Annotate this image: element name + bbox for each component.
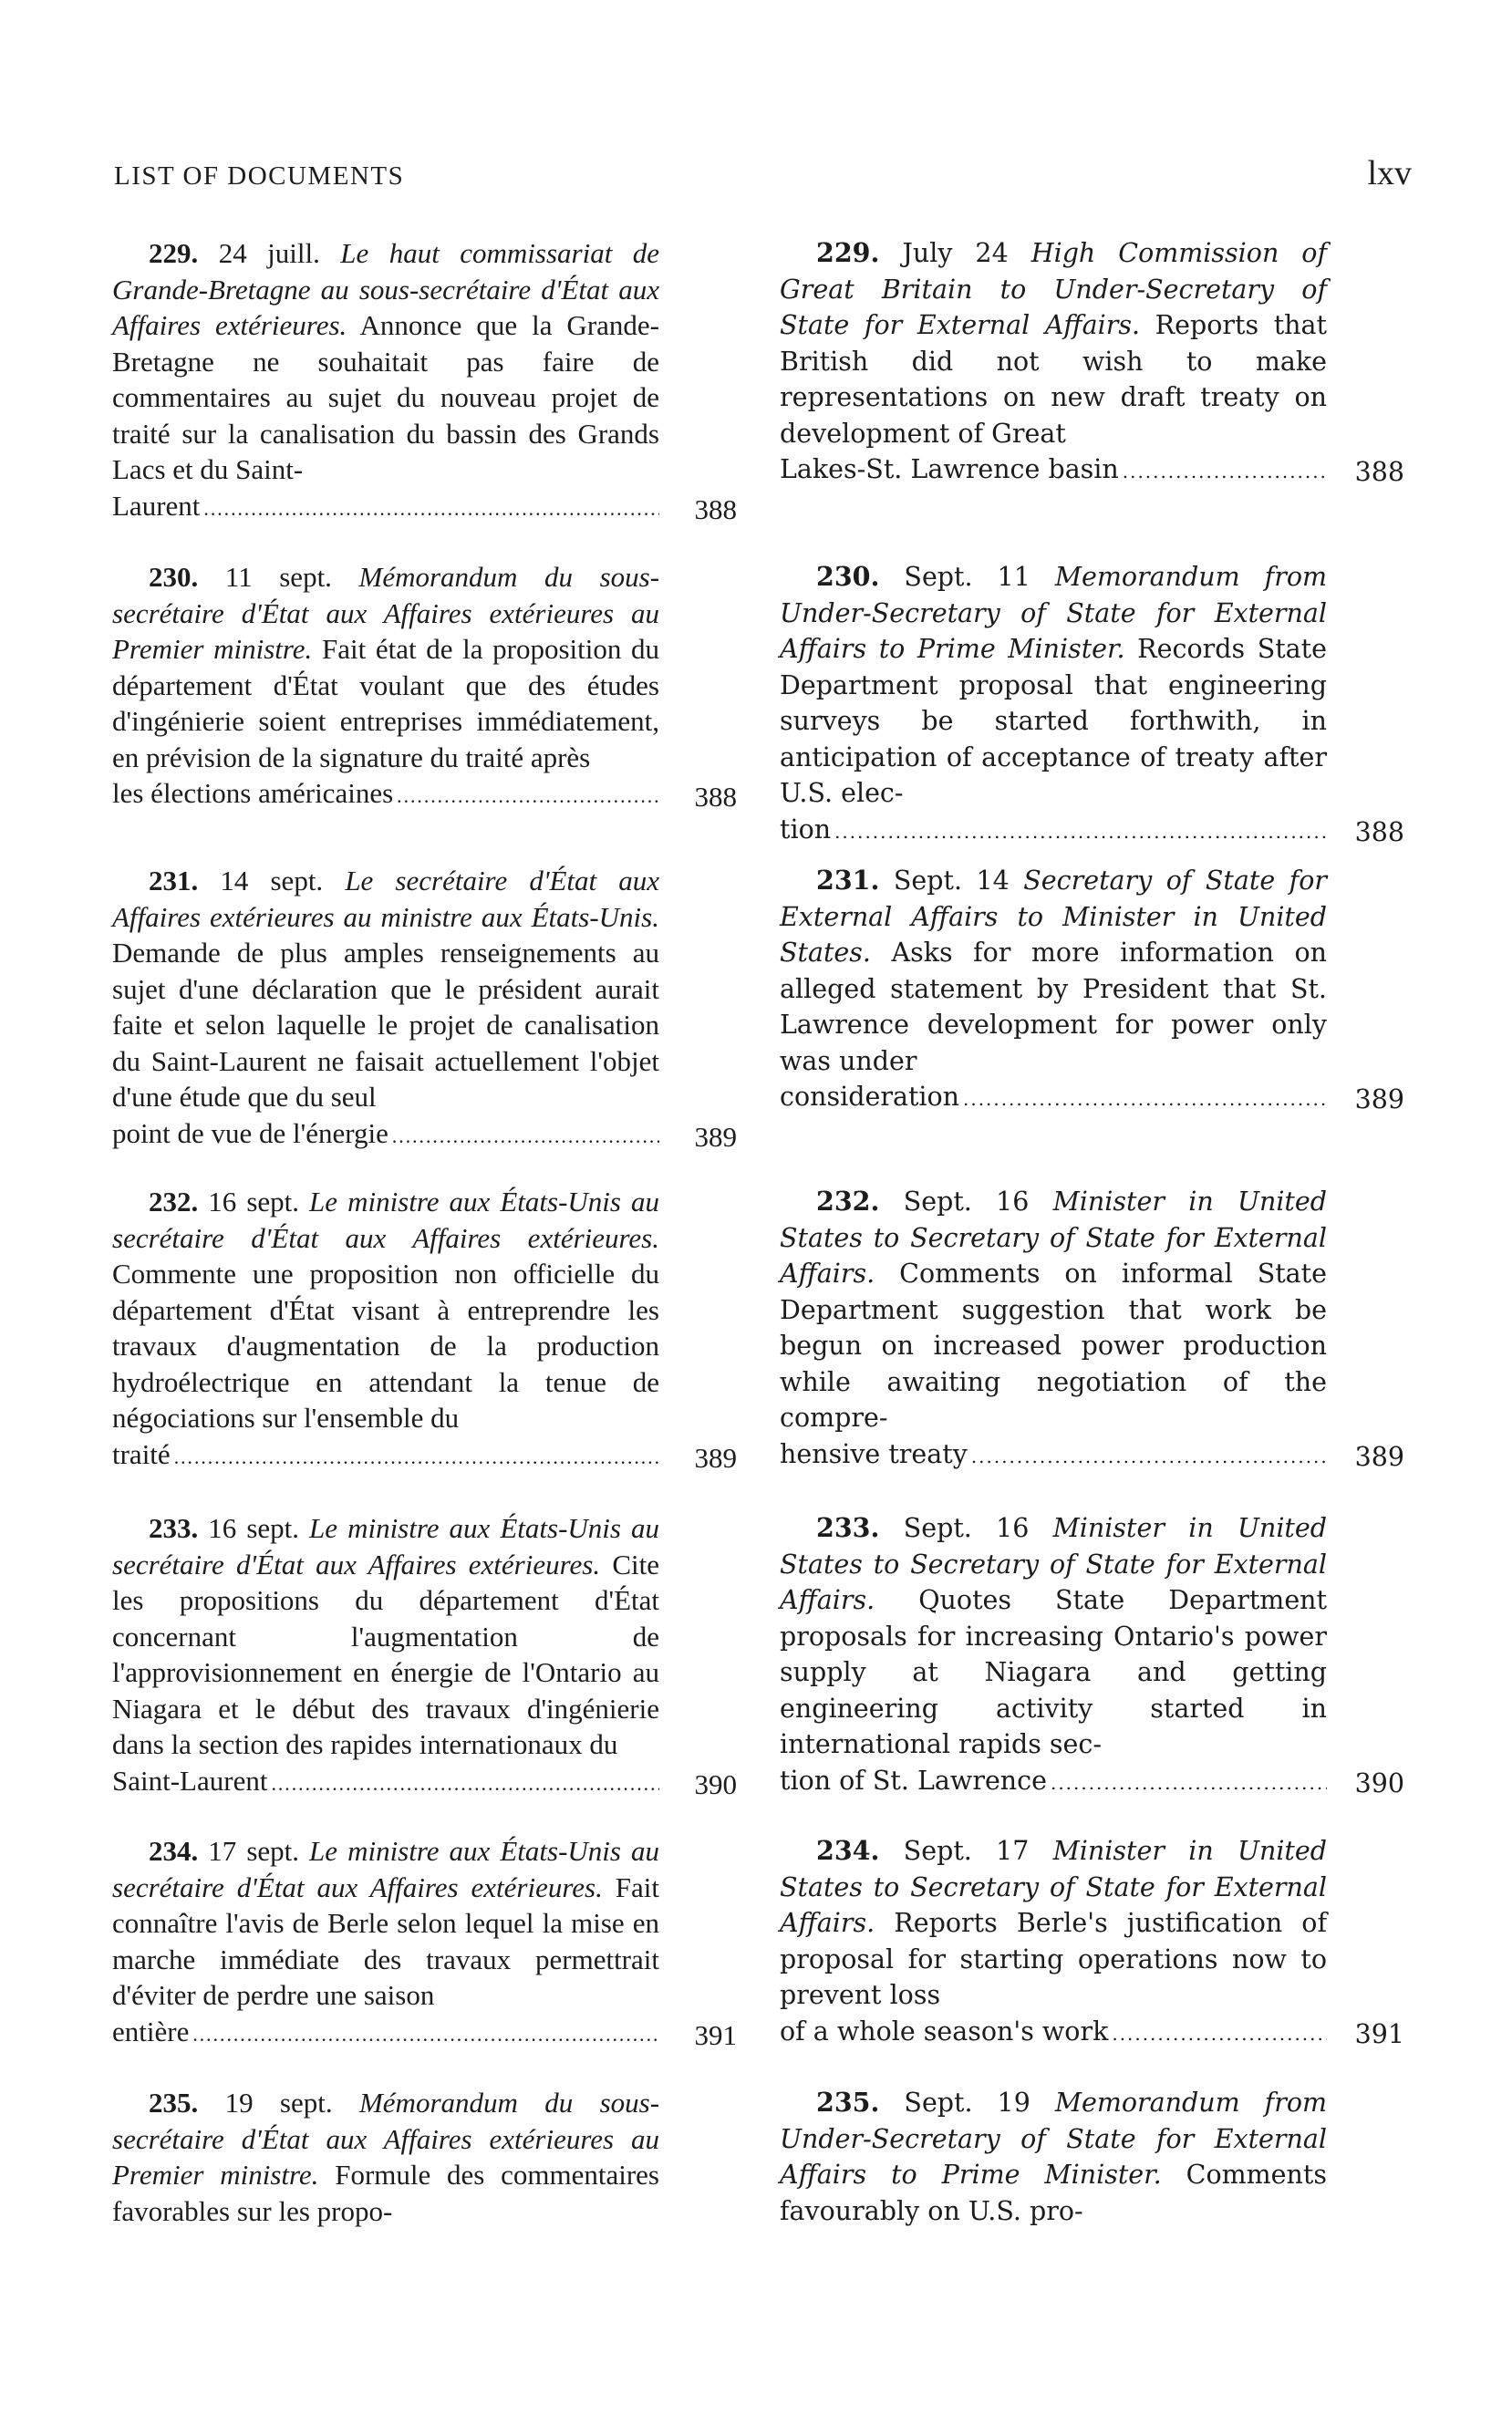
dot-leader (271, 1767, 659, 1803)
document-entry-fr-231 (112, 863, 737, 1155)
leader-line (112, 1115, 659, 1156)
dot-leader (1051, 1766, 1327, 1802)
document-date: Sept. 16 (903, 1513, 1030, 1543)
document-title: Le secrétaire d'État aux Affaires extérieures au ministre aux États-Unis. (112, 865, 660, 933)
page-reference: 389 (694, 1120, 737, 1153)
document-summary-end: point de vue de l'énergie (112, 1116, 388, 1149)
dot-leader (192, 2017, 659, 2054)
leader-line (780, 2014, 1327, 2053)
entry-text (780, 1833, 1327, 2014)
document-date: 17 sept. (208, 1835, 299, 1867)
dot-leader (963, 1082, 1327, 1118)
document-date: 14 sept. (220, 865, 324, 896)
document-entry-en-235 (780, 2085, 1404, 2229)
document-number: 235. (816, 2087, 880, 2118)
entry-text (112, 235, 659, 488)
document-summary: Fait état de la proposition du département d'État voulant que des études d'ingénierie soient entreprises immédiatement, en prévision de la signature du traité après (112, 633, 660, 773)
document-entry-en-231 (780, 863, 1404, 1118)
document-title: Mémorandum du sous-secrétaire d'État aux Affaires extérieures au Premier ministre. (112, 2087, 660, 2191)
document-number: 231. (149, 865, 199, 896)
leader-line (112, 2014, 659, 2054)
entry-text (780, 1184, 1327, 1436)
document-title: Le ministre aux États-Unis au secrétaire d'État aux Affaires extérieures. (112, 1835, 659, 1903)
document-date: 11 sept. (224, 561, 332, 593)
entry-text (112, 1184, 659, 1436)
document-title: Secretary of State for External Affairs to Minister in United States. (780, 865, 1327, 968)
document-number: 232. (149, 1186, 199, 1218)
document-number: 229. (816, 237, 880, 268)
page-reference: 388 (1354, 816, 1404, 847)
page-reference: 388 (694, 781, 737, 813)
leader-line (112, 1436, 659, 1477)
document-date: 24 juill. (218, 237, 320, 269)
document-title: Le ministre aux États-Unis au secrétaire d'État aux Affaires extérieures. (112, 1512, 659, 1580)
document-summary: Reports Berle's justification of proposal for starting operations now to prevent loss (780, 1908, 1327, 2010)
document-entry-en-232 (780, 1184, 1404, 1475)
document-summary-end: Saint-Laurent (112, 1764, 268, 1797)
page-reference: 390 (694, 1767, 737, 1800)
entry-text (112, 559, 659, 775)
page-reference: 391 (694, 2018, 737, 2051)
dot-leader (397, 779, 659, 815)
page-reference: 389 (1354, 1084, 1404, 1114)
document-date: Sept. 11 (904, 562, 1030, 592)
document-summary-end: traité (112, 1437, 171, 1470)
document-date: 16 sept. (208, 1186, 299, 1218)
document-entry-en-230 (780, 559, 1404, 850)
dot-leader (971, 1439, 1327, 1476)
page-header (114, 153, 1412, 193)
entry-text (112, 1510, 659, 1763)
document-summary: Formule des commentaires favorables sur les propo- (112, 2159, 659, 2227)
leader-line (112, 775, 659, 815)
entry-text (112, 863, 659, 1115)
leader-line (780, 1763, 1327, 1802)
document-title: Le haut commissariat de Grande-Bretagne au sous-secrétaire d'État aux Affaires extérieures. (112, 237, 660, 341)
document-summary-end: tion (780, 814, 832, 845)
document-entry-fr-232 (112, 1184, 737, 1476)
document-entry-fr-235 (112, 2085, 737, 2229)
leader-line (112, 1763, 659, 1803)
dot-leader (392, 1119, 659, 1156)
entry-text (780, 559, 1327, 812)
document-entry-fr-230 (112, 559, 737, 815)
leader-line (780, 1436, 1327, 1476)
document-summary: Asks for more information on alleged statement by President that St. Lawrence development for power only was under (780, 938, 1327, 1076)
document-date: Sept. 14 (893, 865, 1010, 896)
leader-line (780, 451, 1327, 491)
document-number: 232. (816, 1186, 880, 1217)
document-title: High Commission of Great Britain to Under-Secretary of State for External Affairs. (780, 238, 1328, 340)
document-summary: Demande de plus amples renseignements au sujet d'une déclaration que le président aurait faite et selon laquelle le projet de canalisation du Saint-Laurent ne faisait actuellement l'objet d'une étude que du seul (112, 937, 659, 1113)
document-summary-end: of a whole season's work (780, 2016, 1109, 2047)
document-date: 19 sept. (224, 2087, 333, 2119)
document-summary-end: Laurent (112, 489, 201, 522)
entry-text (780, 863, 1327, 1079)
document-summary-end: tion of St. Lawrence (780, 1765, 1047, 1796)
dot-leader (174, 1440, 659, 1477)
document-number: 229. (149, 237, 199, 269)
dot-leader (1123, 454, 1327, 491)
entry-text (780, 2085, 1327, 2229)
document-number: 235. (149, 2087, 199, 2119)
document-summary: Commente une proposition non officielle du département d'État visant à entreprendre les travaux d'augmentation de la production hydroélectrique en attendant la tenue de négociations sur l'ensemble du (112, 1258, 659, 1434)
document-date: 16 sept. (208, 1512, 299, 1544)
document-summary: Cite les propositions du département d'État concernant l'augmentation de l'approvisionnement en énergie de l'Ontario au Niagara et le début des travaux d'ingénierie dans la section des rapides internationaux du (112, 1548, 660, 1760)
document-summary: Fait connaître l'avis de Berle selon lequel la mise en marche immédiate des travaux permettrait d'éviter de perdre une saison (112, 1871, 660, 2011)
running-title: LIST OF DOCUMENTS (114, 161, 405, 191)
leader-line (780, 1079, 1327, 1118)
document-summary-end: consideration (780, 1082, 960, 1112)
document-entry-fr-233 (112, 1510, 737, 1802)
document-title: Minister in United States to Secretary of State for External Affairs. (780, 1836, 1327, 1938)
page-number: lxv (1367, 154, 1412, 192)
document-number: 233. (816, 1512, 880, 1543)
document-title: Mémorandum du sous-secrétaire d'État aux Affaires extérieures au Premier ministre. (112, 561, 660, 665)
leader-line (780, 812, 1327, 851)
document-summary: Records State Department proposal that engineering surveys be started forthwith, in anticipation of acceptance of treaty after U.S. elec- (780, 634, 1327, 808)
document-entry-fr-234 (112, 1833, 737, 2053)
document-title: Minister in United States to Secretary of State for External Affairs. (780, 1187, 1327, 1289)
document-date: Sept. 16 (903, 1187, 1030, 1217)
document-number: 231. (816, 865, 880, 896)
dot-leader (834, 814, 1327, 851)
page-reference: 388 (1354, 457, 1404, 487)
entry-text (780, 235, 1327, 451)
document-summary: Annonce que la Grande-Bretagne ne souhaitait pas faire de commentaires au sujet du nouveau projet de traité sur la canalisation du bassin des Grands Lacs et du Saint- (112, 309, 659, 485)
dot-leader (1112, 2016, 1327, 2053)
document-summary-end: entière (112, 2015, 190, 2047)
dot-leader (203, 492, 659, 528)
document-entry-en-233 (780, 1510, 1404, 1801)
document-date: July 24 (902, 238, 1009, 268)
document-number: 234. (149, 1835, 199, 1867)
page-reference: 389 (694, 1441, 737, 1474)
entry-text (112, 2085, 659, 2229)
page-reference: 388 (694, 492, 737, 525)
document-entry-en-234 (780, 1833, 1404, 2052)
page-reference: 390 (1354, 1767, 1404, 1798)
entry-text (780, 1510, 1327, 1763)
page-reference: 389 (1354, 1441, 1404, 1472)
document-title: Minister in United States to Secretary of State for External Affairs. (780, 1513, 1327, 1615)
document-summary: Reports that British did not wish to make representations on new draft treaty on development of Great (780, 310, 1327, 449)
document-summary: Quotes State Department proposals for increasing Ontario's power supply at Niagara and getting engineering activity started in international rapids sec- (780, 1585, 1327, 1759)
document-number: 233. (149, 1512, 199, 1544)
entry-text (112, 1833, 659, 2014)
page-reference: 391 (1354, 2018, 1404, 2049)
document-entry-en-229 (780, 235, 1404, 491)
document-summary: Comments favourably on U.S. pro- (780, 2160, 1327, 2226)
document-number: 234. (816, 1835, 880, 1866)
document-title: Le ministre aux États-Unis au secrétaire d'État aux Affaires extérieures. (112, 1186, 659, 1254)
document-number: 230. (149, 561, 199, 593)
document-summary-end: les élections américaines (112, 777, 394, 809)
document-title: Memorandum from Under-Secretary of State for External Affairs to Prime Minister. (780, 2088, 1327, 2190)
document-number: 230. (816, 561, 880, 592)
document-date: Sept. 17 (903, 1836, 1030, 1866)
document-summary-end: Lakes-St. Lawrence basin (780, 454, 1119, 484)
document-date: Sept. 19 (904, 2088, 1030, 2118)
document-summary-end: hensive treaty (780, 1438, 968, 1469)
leader-line (112, 488, 659, 528)
document-entry-fr-229 (112, 235, 737, 527)
document-title: Memorandum from Under-Secretary of State for External Affairs to Prime Minister. (780, 562, 1327, 664)
document-summary: Comments on informal State Department suggestion that work be begun on increased power production while awaiting negotiation of the compre- (780, 1259, 1327, 1433)
